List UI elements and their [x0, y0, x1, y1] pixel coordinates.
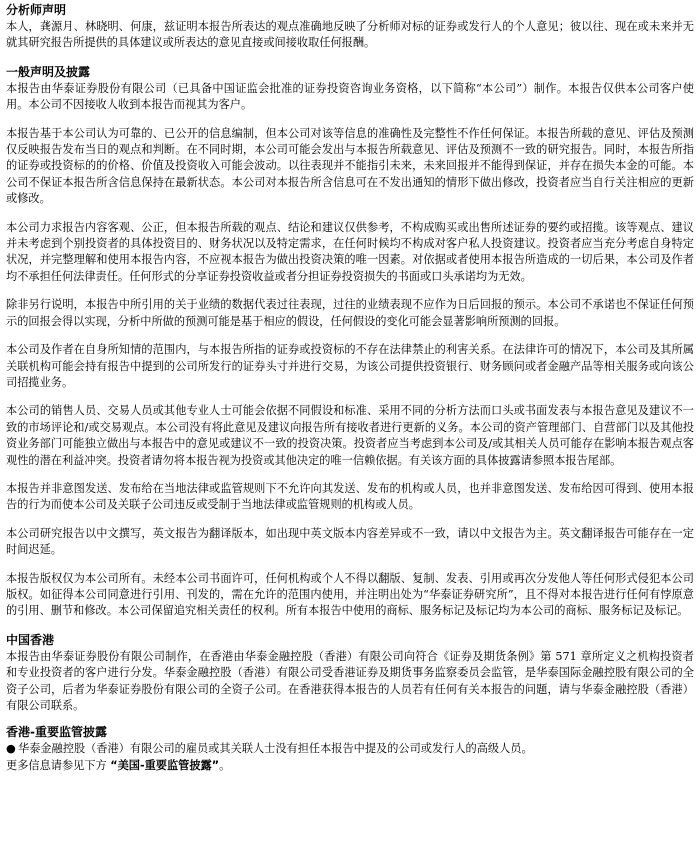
bullet-icon: ● [6, 742, 16, 756]
general-paragraph-1: 本报告由华泰证券股份有限公司（已具备中国证监会批准的证券投资咨询业务资格，以下简称“本公司”）制作。本报告仅供本公司客户使用。本公司不因接收人收到本报告而视其为客户。 [6, 81, 694, 112]
analyst-statement-title: 分析师声明 [6, 3, 67, 17]
hongkong-paragraph: 本报告由华泰证券股份有限公司制作，在香港由华泰金融控股（香港）有限公司向符合《证券及期货条例》第 571 章所定义之机构投资者和专业投资者的客户进行分发。华泰金融控股（香港）有限公司受香港证券及期货事务监察委员会监管，是华泰国际金融控股有限公司的全资子公司，后者为华泰证券股份有限公司的全资子公司。在香港获得本报告的人员若有任何有关本报告的问题，请与华泰金融控股（香港）有限公司联系。 [6, 649, 694, 712]
general-disclosure-title: 一般声明及披露 [6, 64, 91, 79]
more-info-suffix: 。 [219, 758, 231, 772]
general-paragraph-6: 本公司的销售人员、交易人员或其他专业人士可能会依据不同假设和标准、采用不同的分析方法而口头或书面发表与本报告意见及建议不一致的市场评论和/或交易观点。本公司没有将此意见及建议向报告所有接收者进行更新的义务。本公司的资产管理部门、自营部门以及其他投资业务部门可能独立做出与本报告中的意见或建议不一致的投资决策。投资者应当考虑到本公司及/或其相关人员可能存在影响本报告观点客观性的潜在利益冲突。投资者请勿将本报告视为投资或其他决定的唯一信赖依据。有关该方面的具体披露请参照本报告尾部。 [6, 404, 694, 467]
general-paragraph-9: 本报告版权仅为本公司所有。未经本公司书面许可，任何机构或个人不得以翻版、复制、发表、引用或再次分发他人等任何形式侵犯本公司版权。如征得本公司同意进行引用、刊发的，需在允许的范围内使用，并注明出处为“华泰证券研究所”，且不得对本报告进行任何有悖原意的引用、删节和修改。本公司保留追究相关责任的权利。所有本报告中使用的商标、服务标记及标记均为本公司的商标、服务标记及标记。 [6, 571, 694, 618]
general-paragraph-3: 本公司力求报告内容客观、公正，但本报告所载的观点、结论和建议仅供参考，不构成购买或出售所述证券的要约或招揽。该等观点、建议并未考虑到个别投资者的具体投资目的、财务状况以及特定需求，在任何时候均不构成对客户私人投资建议。投资者应当充分考虑自身特定状况，并完整理解和使用本报告内容，不应视本报告为做出投资决策的唯一因素。对依据或者使用本报告所造成的一切后果，本公司及作者均不承担任何法律责任。任何形式的分享证券投资收益或者分担证券投资损失的书面或口头承诺均为无效。 [6, 220, 694, 283]
hk-regulatory-title: 香港-重要监管披露 [6, 725, 107, 740]
general-paragraph-7: 本报告并非意图发送、发布给在当地法律或监管规则下不允许向其发送、发布的机构或人员，也并非意图发送、发布给因可得到、使用本报告的行为而使本公司及关联子公司违反或受制于当地法律或监管规则的机构或人员。 [6, 481, 694, 512]
analyst-statement-paragraph: 本人，龚源月、林晓明、何康，兹证明本报告所表达的观点准确地反映了分析师对标的证券或发行人的个人意见；彼以往、现在或未来并无就其研究报告所提供的具体建议或所表达的意见直接或间接收取任何报酬。 [6, 20, 694, 50]
hongkong-title: 中国香港 [6, 632, 55, 647]
more-info-line [6, 758, 694, 774]
hk-regulatory-bullet-text: 华泰金融控股（香港）有限公司的雇员或其关联人士没有担任本报告中提及的公司或发行人的高级人员。 [18, 742, 533, 756]
general-paragraph-2: 本报告基于本公司认为可靠的、已公开的信息编制，但本公司对该等信息的准确性及完整性不作任何保证。本报告所载的意见、评估及预测仅反映报告发布当日的观点和判断。在不同时期，本公司可能会发出与本报告所载意见、评估及预测不一致的研究报告。同时，本报告所指的证券或投资标的的价格、价值及投资收入可能会波动。以往表现并不能指引未来，未来回报并不能得到保证，并存在损失本金的可能。本公司不保证本报告所含信息保持在最新状态。本公司对本报告所含信息可在不发出通知的情形下做出修改，投资者应当自行关注相应的更新或修改。 [6, 126, 694, 206]
general-paragraph-5: 本公司及作者在自身所知情的范围内，与本报告所指的证券或投资标的不存在法律禁止的利害关系。在法律许可的情况下，本公司及其所属关联机构可能会持有报告中提到的公司所发行的证券头寸并进行交易，为该公司提供投资银行、财务顾问或者金融产品等相关服务或向该公司招揽业务。 [6, 343, 694, 389]
general-paragraph-8: 本公司研究报告以中文撰写，英文报告为翻译版本，如出现中英文版本内容差异或不一致，请以中文报告为主。英文翻译报告可能存在一定时间迟延。 [6, 526, 694, 557]
us-regulatory-reference: “美国-重要监管披露” [110, 758, 220, 772]
more-info-prefix: 更多信息请参见下方 [6, 758, 111, 772]
general-paragraph-4: 除非另行说明，本报告中所引用的关于业绩的数据代表过往表现，过往的业绩表现不应作为日后回报的预示。本公司不承诺也不保证任何预示的回报会得以实现，分析中所做的预测可能是基于相应的假设，任何假设的变化可能会显著影响所预测的回报。 [6, 298, 694, 328]
hk-regulatory-bullet [6, 741, 694, 757]
